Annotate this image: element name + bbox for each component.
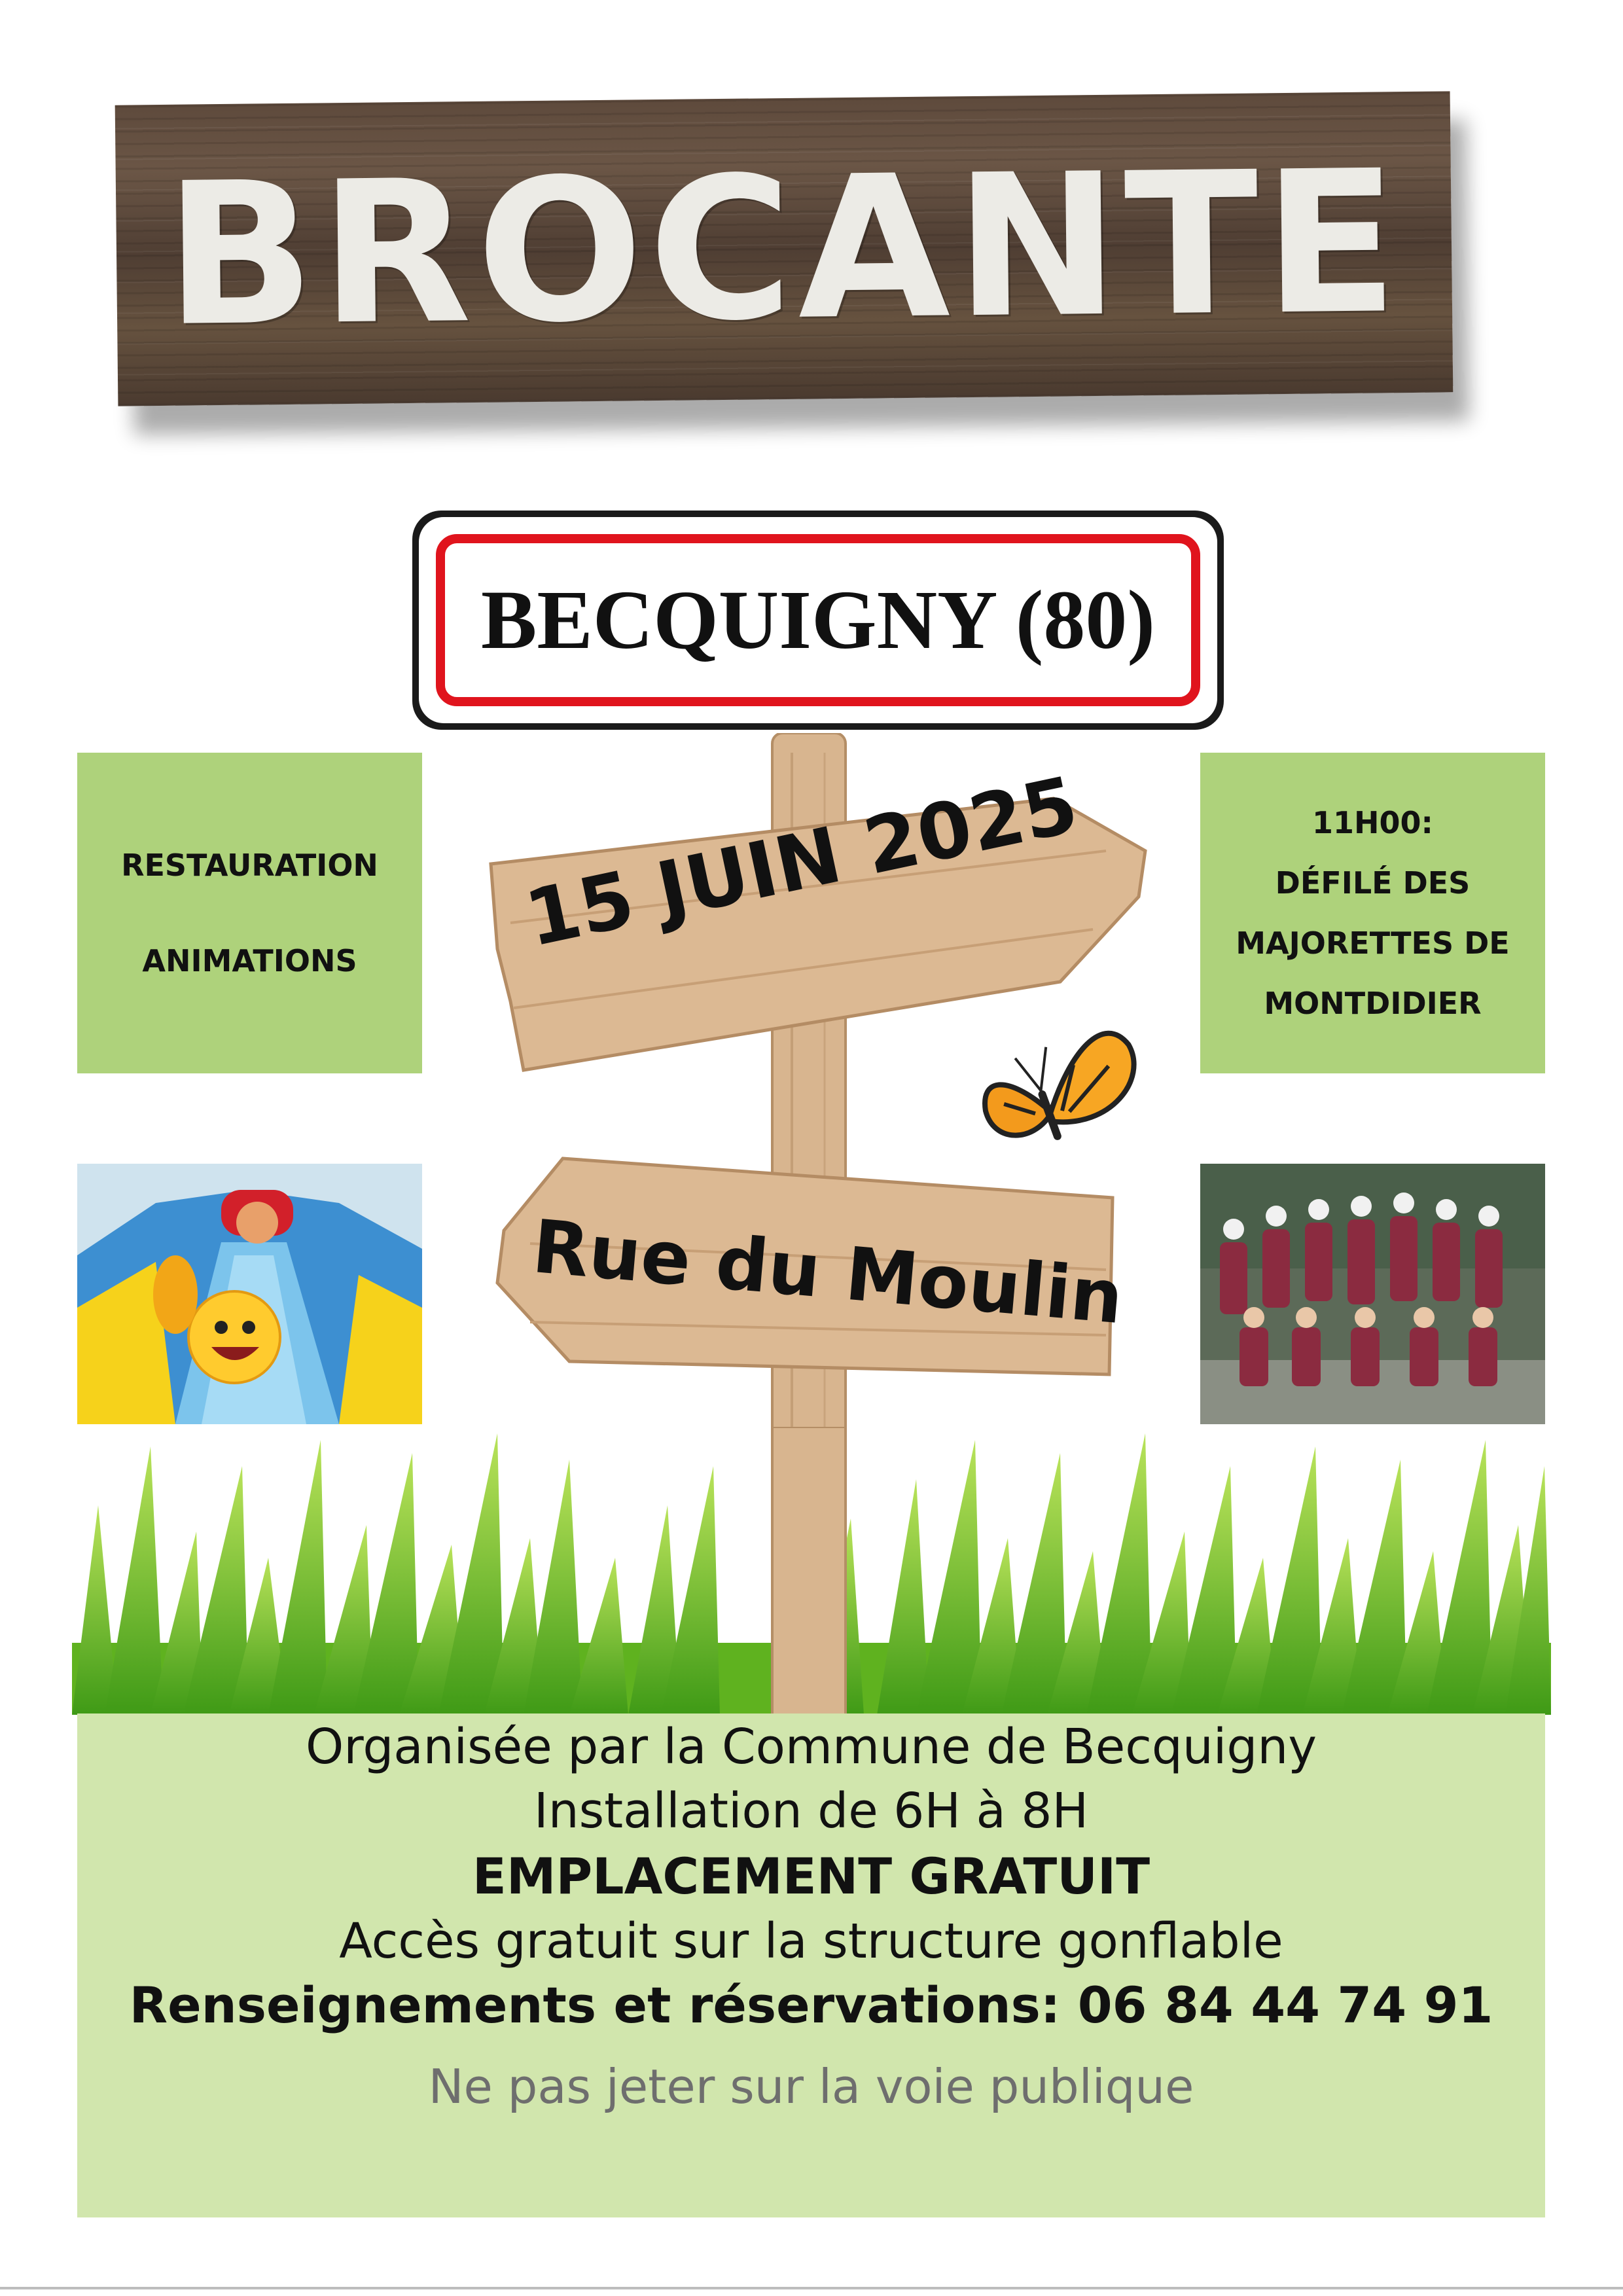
parade-line-2: DÉFILÉ DES xyxy=(1275,865,1471,901)
installation-line: Installation de 6H à 8H xyxy=(533,1783,1089,1839)
restauration-label: RESTAURATION xyxy=(121,848,378,883)
parade-box xyxy=(1200,753,1545,1073)
disposal-notice: Ne pas jeter sur la voie publique xyxy=(428,2059,1194,2114)
free-spot-line: EMPLACEMENT GRATUIT xyxy=(472,1847,1150,1905)
inflatable-photo xyxy=(77,1164,422,1424)
street-name: Rue du Moulin xyxy=(529,1204,1127,1341)
parade-line-3: MAJORETTES DE xyxy=(1236,925,1510,961)
info-panel xyxy=(77,1713,1545,2217)
event-date: 15 JUIN 2025 xyxy=(518,759,1086,964)
brocante-title: BROCANTE xyxy=(164,128,1404,370)
parade-time: 11H00: xyxy=(1312,805,1433,840)
contact-line: Renseignements et réservations: 06 84 44 74 91 xyxy=(129,1976,1493,2034)
brocante-banner xyxy=(115,91,1454,406)
page-bottom-rule xyxy=(0,2287,1623,2289)
animations-label: ANIMATIONS xyxy=(142,943,357,978)
inflatable-access-line: Accès gratuit sur la structure gonflable xyxy=(339,1913,1283,1969)
majorettes-photo xyxy=(1200,1164,1545,1424)
butterfly-icon xyxy=(972,1020,1152,1160)
town-sign xyxy=(412,511,1224,730)
town-name: BECQUIGNY (80) xyxy=(481,573,1155,666)
services-box xyxy=(77,753,422,1073)
grass-decoration xyxy=(72,1427,1551,1715)
parade-line-4: MONTDIDIER xyxy=(1264,986,1482,1021)
organiser-line: Organisée par la Commune de Becquigny xyxy=(305,1719,1317,1775)
town-sign-inner xyxy=(419,517,1217,723)
town-sign-red-border xyxy=(436,534,1200,706)
